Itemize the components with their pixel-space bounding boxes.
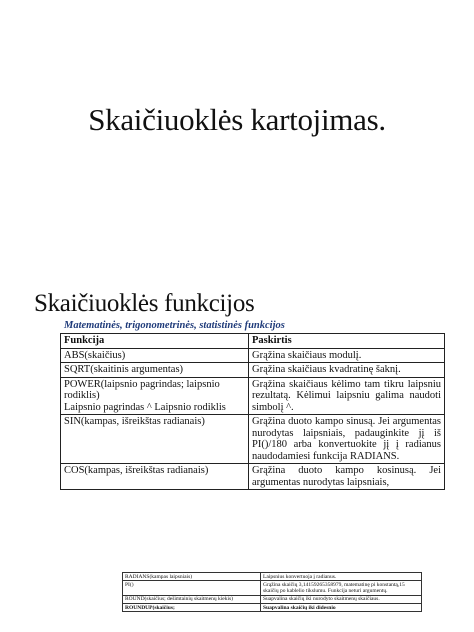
purpose-cell: Suapvalina skaičių iki nurodyto skaitmenų skaičiaus. xyxy=(261,595,422,603)
slide-heading: Skaičiuoklės funkcijos xyxy=(34,290,255,317)
function-name: SIN(kampas, išreikštas radianais) xyxy=(64,416,205,427)
title-slide xyxy=(0,0,474,262)
table-subtitle: Matematinės, trigonometrinės, statistinės funkcijos xyxy=(64,320,285,331)
table-row xyxy=(123,604,422,612)
purpose-cell: Grąžina skaičiaus kėlimo tam tikru laipsniu rezultatą. Kėlimui laipsniu galima naudoti simbolį ^. xyxy=(249,377,445,415)
table-row xyxy=(61,415,445,464)
purpose-cell: Grąžina duoto kampo sinusą. Jei argumentas nurodytas laipsniais, padauginkite jį iš PI()/180 arba konvertuokite jį į radianus naudodamiesi funkcija RADIANS. xyxy=(249,415,445,464)
header-purpose: Paskirtis xyxy=(249,334,445,349)
table-header-row xyxy=(61,334,445,349)
purpose-cell: Grąžina skaičiaus kvadratinę šaknį. xyxy=(249,363,445,378)
purpose-cell: Grąžina skaičių 3,14159265358979, matematinę pi konstantą,15 skaičių po kablelio tikslumu. Funkcija neturi argumentų. xyxy=(261,581,422,596)
purpose-cell: Laipsnius konvertuoja į radianus. xyxy=(261,573,422,581)
table-row xyxy=(61,348,445,363)
function-name: POWER(laipsnio pagrindas; laipsnio rodiklis) xyxy=(64,378,220,401)
header-function: Funkcija xyxy=(61,334,249,349)
table-row xyxy=(123,595,422,603)
function-cell: RADIANS(kampas laipsniais) xyxy=(123,573,261,581)
functions-table-continued xyxy=(122,572,422,612)
function-name: ABS(skaičius) xyxy=(64,349,126,361)
function-alt-syntax: Laipsnio pagrindas ^ Laipsnio rodiklis xyxy=(64,401,226,413)
table-row xyxy=(61,363,445,378)
slide-title: Skaičiuoklės kartojimas. xyxy=(88,102,386,137)
table-row xyxy=(123,581,422,596)
purpose-cell: Suapvalina skaičių iki didesnio xyxy=(261,604,422,612)
function-name: COS(kampas, išreikštas radianais) xyxy=(64,465,209,476)
purpose-cell: Grąžina skaičiaus modulį. xyxy=(249,348,445,363)
functions-table xyxy=(60,333,445,490)
table-row xyxy=(61,377,445,415)
function-cell xyxy=(61,363,249,378)
function-cell: ROUNDUP(skaičius; xyxy=(123,604,261,612)
function-cell: ROUND(skaičius; dešimtainių skaitmenų kiekis) xyxy=(123,595,261,603)
table-row xyxy=(123,573,422,581)
function-cell xyxy=(61,415,249,464)
function-name: SQRT(skaitinis argumentas) xyxy=(64,364,184,375)
table-row xyxy=(61,464,445,490)
function-cell xyxy=(61,377,249,415)
function-cell xyxy=(61,464,249,490)
purpose-cell: Grąžina duoto kampo kosinusą. Jei argumentas nurodytas laipsniais, xyxy=(249,464,445,490)
function-cell: PI() xyxy=(123,581,261,596)
functions-slide-continued xyxy=(0,548,474,632)
functions-slide xyxy=(0,262,474,548)
function-cell xyxy=(61,348,249,363)
